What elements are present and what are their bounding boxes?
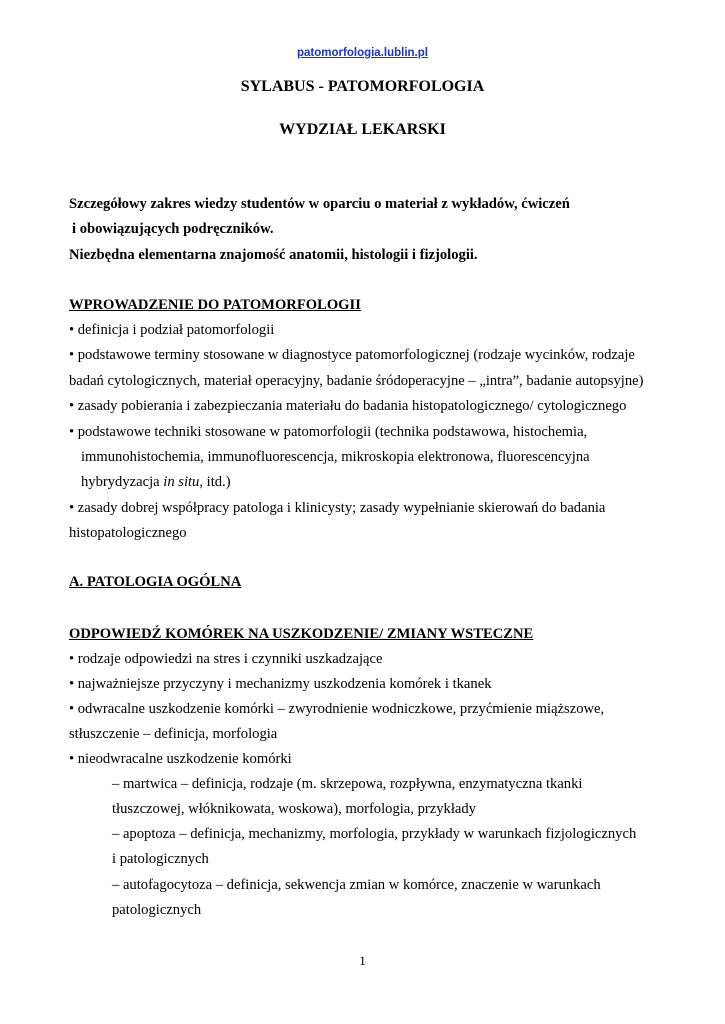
- section-heading-intro: WPROWADZENIE DO PATOMORFOLOGII: [69, 297, 361, 313]
- list-item: • podstawowe terminy stosowane w diagnostyce patomorfologicznej (rodzaje wycinków, rodzaje: [69, 347, 635, 363]
- sub-list-item: – martwica – definicja, rodzaje (m. skrzepowa, rozpływna, enzymatyczna tkanki: [112, 776, 583, 792]
- document-subtitle: WYDZIAŁ LEKARSKI: [279, 121, 446, 138]
- list-item: • zasady dobrej współpracy patologa i klinicysty; zasady wypełnianie skierowań do badania: [69, 500, 606, 516]
- intro-line-1: Szczegółowy zakres wiedzy studentów w oparciu o materiał z wykładów, ćwiczeń: [69, 196, 570, 212]
- intro-line-3: Niezbędna elementarna znajomość anatomii, histologii i fizjologii.: [69, 247, 478, 263]
- sub-list-item: – autofagocytoza – definicja, sekwencja zmian w komórce, znaczenie w warunkach: [112, 877, 601, 893]
- list-item: • podstawowe techniki stosowane w patomorfologii (technika podstawowa, histochemia,: [69, 424, 588, 440]
- text-fragment: , itd.): [199, 474, 231, 490]
- page-number: 1: [359, 953, 366, 968]
- list-item: • nieodwracalne uszkodzenie komórki: [69, 751, 292, 767]
- list-item: • rodzaje odpowiedzi na stres i czynniki uszkadzające: [69, 651, 383, 667]
- list-item: • definicja i podział patomorfologii: [69, 322, 275, 338]
- list-item-continuation: immunohistochemia, immunofluorescencja, mikroskopia elektronowa, fluorescencyjna: [81, 449, 590, 465]
- list-item: • najważniejsze przyczyny i mechanizmy uszkodzenia komórek i tkanek: [69, 676, 492, 692]
- intro-line-2: i obowiązujących podręczników.: [72, 221, 274, 237]
- list-item-continuation: stłuszczenie – definicja, morfologia: [69, 726, 278, 742]
- header-link[interactable]: patomorfologia.lublin.pl: [297, 47, 428, 59]
- list-item: • zasady pobierania i zabezpieczania materiału do badania histopatologicznego/ cytologicznego: [69, 398, 627, 414]
- list-item-continuation: [81, 473, 231, 491]
- list-item: • odwracalne uszkodzenie komórki – zwyrodnienie wodniczkowe, przyćmienie miąższowe,: [69, 701, 605, 717]
- sub-list-item: – apoptoza – definicja, mechanizmy, morfologia, przykłady w warunkach fizjologicznych: [112, 826, 637, 842]
- sub-list-item-continuation: i patologicznych: [112, 851, 209, 867]
- text-fragment: hybrydyzacja: [81, 474, 164, 490]
- section-heading-cell-injury: ODPOWIEDŹ KOMÓREK NA USZKODZENIE/ ZMIANY WSTECZNE: [69, 626, 534, 642]
- italic-term: in situ: [163, 474, 200, 490]
- section-heading-general-pathology: A. PATOLOGIA OGÓLNA: [69, 574, 242, 590]
- list-item-continuation: badań cytologicznych, materiał operacyjny, badanie śródoperacyjne – „intra”, badanie autopsyjne): [69, 373, 644, 389]
- sub-list-item-continuation: patologicznych: [112, 902, 202, 918]
- list-item-continuation: histopatologicznego: [69, 525, 187, 541]
- document-title: SYLABUS - PATOMORFOLOGIA: [240, 78, 485, 95]
- sub-list-item-continuation: tłuszczowej, włóknikowata, woskowa), morfologia, przykłady: [112, 801, 476, 817]
